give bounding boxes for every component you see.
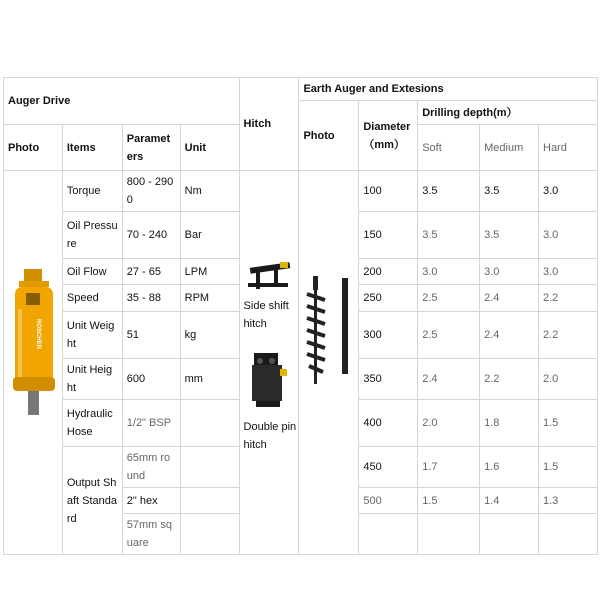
hard-value: 3.0 xyxy=(539,171,598,212)
param-value: 1/2" BSP xyxy=(122,400,180,447)
unit-value: RPM xyxy=(180,285,239,312)
medium-value: 3.5 xyxy=(480,171,539,212)
header-hard: Hard xyxy=(539,125,598,171)
soft-value: 3.0 xyxy=(418,259,480,285)
header-medium: Medium xyxy=(480,125,539,171)
header-soft: Soft xyxy=(418,125,480,171)
earth-auger-image xyxy=(301,276,357,388)
param-value: 65mm round xyxy=(122,447,180,488)
unit-value: Nm xyxy=(180,171,239,212)
header-items: Items xyxy=(62,125,122,171)
item-label: Oil Pressure xyxy=(62,212,122,259)
soft-value: 1.7 xyxy=(418,447,480,488)
unit-value xyxy=(180,447,239,488)
medium-value: 1.4 xyxy=(480,488,539,514)
header-photo-auger: Photo xyxy=(299,101,359,171)
soft-value: 3.5 xyxy=(418,171,480,212)
hard-value: 3.0 xyxy=(539,259,598,285)
empty-cell xyxy=(480,514,539,555)
empty-cell xyxy=(359,514,418,555)
empty-cell xyxy=(539,514,598,555)
medium-value: 3.0 xyxy=(480,259,539,285)
param-value: 70 - 240 xyxy=(122,212,180,259)
item-label: Speed xyxy=(62,285,122,312)
double-pin-hitch-image xyxy=(246,351,292,411)
diameter-value: 100 xyxy=(359,171,418,212)
spec-table xyxy=(3,77,598,555)
soft-value: 2.5 xyxy=(418,285,480,312)
diameter-value: 450 xyxy=(359,447,418,488)
section-hitch: Hitch xyxy=(239,78,299,171)
medium-value: 1.8 xyxy=(480,400,539,447)
item-label: Unit Height xyxy=(62,359,122,400)
item-label: Oil Flow xyxy=(62,259,122,285)
header-diameter: Diameter （mm） xyxy=(359,101,418,171)
param-value: 35 - 88 xyxy=(122,285,180,312)
section-earth-auger: Earth Auger and Extesions xyxy=(299,78,598,101)
diameter-value: 150 xyxy=(359,212,418,259)
item-label: Hydraulic Hose xyxy=(62,400,122,447)
unit-value: Bar xyxy=(180,212,239,259)
item-label: Unit Weight xyxy=(62,312,122,359)
soft-value: 2.5 xyxy=(418,312,480,359)
section-auger-drive: Auger Drive xyxy=(4,78,240,125)
param-value: 51 xyxy=(122,312,180,359)
soft-value: 3.5 xyxy=(418,212,480,259)
header-photo: Photo xyxy=(4,125,63,171)
hard-value: 3.0 xyxy=(539,212,598,259)
hitch-photo-cell xyxy=(239,171,299,555)
side-shift-hitch-image xyxy=(244,259,294,295)
auger-drive-image xyxy=(9,269,59,419)
item-label: Output Shaft Standard xyxy=(62,447,122,555)
param-value: 57mm square xyxy=(122,514,180,555)
auger-drive-photo-cell xyxy=(4,171,63,555)
empty-cell xyxy=(418,514,480,555)
auger-photo-cell xyxy=(299,171,359,555)
unit-value xyxy=(180,488,239,514)
diameter-value: 400 xyxy=(359,400,418,447)
header-parameters: Parameters xyxy=(122,125,180,171)
side-shift-hitch-label: Side shift hitch xyxy=(243,300,289,330)
param-value: 600 xyxy=(122,359,180,400)
header-drilling-depth: Drilling depth(m） xyxy=(418,101,598,125)
diameter-value: 200 xyxy=(359,259,418,285)
hard-value: 1.5 xyxy=(539,400,598,447)
hard-value: 2.2 xyxy=(539,312,598,359)
param-value: 2" hex xyxy=(122,488,180,514)
soft-value: 2.4 xyxy=(418,359,480,400)
medium-value: 2.4 xyxy=(480,312,539,359)
item-label: Torque xyxy=(62,171,122,212)
soft-value: 2.0 xyxy=(418,400,480,447)
hard-value: 2.2 xyxy=(539,285,598,312)
hard-value: 2.0 xyxy=(539,359,598,400)
param-value: 27 - 65 xyxy=(122,259,180,285)
medium-value: 3.5 xyxy=(480,212,539,259)
hard-value: 1.5 xyxy=(539,447,598,488)
brand-label: ROSCHEN xyxy=(35,319,41,350)
soft-value: 1.5 xyxy=(418,488,480,514)
medium-value: 2.2 xyxy=(480,359,539,400)
unit-value: mm xyxy=(180,359,239,400)
medium-value: 1.6 xyxy=(480,447,539,488)
hard-value: 1.3 xyxy=(539,488,598,514)
double-pin-hitch-label: Double pin hitch xyxy=(243,421,297,451)
unit-value xyxy=(180,514,239,555)
header-unit: Unit xyxy=(180,125,239,171)
diameter-value: 500 xyxy=(359,488,418,514)
param-value: 800 - 2900 xyxy=(122,171,180,212)
unit-value: LPM xyxy=(180,259,239,285)
diameter-value: 250 xyxy=(359,285,418,312)
diameter-value: 350 xyxy=(359,359,418,400)
unit-value: kg xyxy=(180,312,239,359)
medium-value: 2.4 xyxy=(480,285,539,312)
diameter-value: 300 xyxy=(359,312,418,359)
unit-value xyxy=(180,400,239,447)
